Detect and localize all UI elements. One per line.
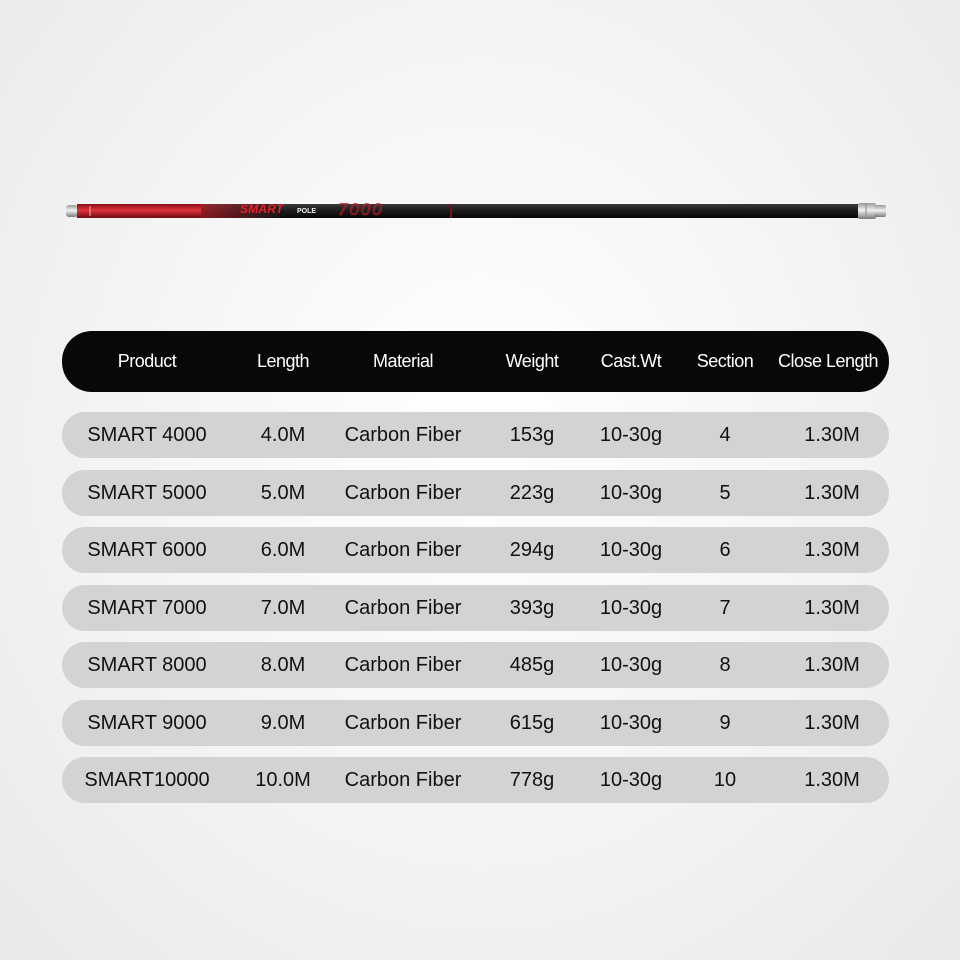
cell-product: SMART 4000 <box>87 423 207 446</box>
table-row <box>62 412 889 458</box>
cell-cast-weight: 10-30g <box>599 653 663 676</box>
cell-close-length: 1.30M <box>804 768 860 791</box>
cell-section: 6 <box>719 538 731 561</box>
cell-material: Carbon Fiber <box>344 653 462 676</box>
cell-product: SMART10000 <box>84 768 210 791</box>
header-weight: Weight <box>505 351 559 371</box>
cell-close-length: 1.30M <box>804 653 860 676</box>
cell-weight: 485g <box>509 653 555 676</box>
cell-weight: 778g <box>509 768 555 791</box>
cell-cast-weight: 10-30g <box>599 768 663 791</box>
cell-length: 4.0M <box>260 423 306 446</box>
cell-product: SMART 5000 <box>87 481 207 504</box>
cell-weight: 615g <box>509 711 555 734</box>
cell-material: Carbon Fiber <box>344 768 462 791</box>
cell-material: Carbon Fiber <box>344 596 462 619</box>
cell-section: 5 <box>719 481 731 504</box>
cell-length: 9.0M <box>260 711 306 734</box>
fishing-rod-graphic <box>66 201 886 221</box>
table-row <box>62 527 889 573</box>
cell-cast-weight: 10-30g <box>599 538 663 561</box>
cell-material: Carbon Fiber <box>344 538 462 561</box>
cell-weight: 153g <box>509 423 555 446</box>
table-row <box>62 585 889 631</box>
table-row <box>62 470 889 516</box>
fishing-rod-image <box>66 201 886 221</box>
header-length: Length <box>256 351 310 371</box>
header-product: Product <box>117 351 177 371</box>
cell-material: Carbon Fiber <box>344 481 462 504</box>
table-header <box>62 331 889 392</box>
rod-sub-text: POLE <box>297 208 317 215</box>
header-section: Section <box>696 351 754 371</box>
header-close-length: Close Length <box>777 351 879 371</box>
cell-cast-weight: 10-30g <box>599 481 663 504</box>
cell-section: 10 <box>713 768 737 791</box>
cell-close-length: 1.30M <box>804 711 860 734</box>
cell-close-length: 1.30M <box>804 481 860 504</box>
cell-section: 8 <box>719 653 731 676</box>
cell-close-length: 1.30M <box>804 538 860 561</box>
header-material: Material <box>372 351 434 371</box>
cell-product: SMART 6000 <box>87 538 207 561</box>
cell-close-length: 1.30M <box>804 423 860 446</box>
cell-cast-weight: 10-30g <box>599 711 663 734</box>
cell-section: 7 <box>719 596 731 619</box>
table-row <box>62 642 889 688</box>
cell-product: SMART 7000 <box>87 596 207 619</box>
cell-product: SMART 9000 <box>87 711 207 734</box>
cell-cast-weight: 10-30g <box>599 596 663 619</box>
cell-material: Carbon Fiber <box>344 423 462 446</box>
cell-cast-weight: 10-30g <box>599 423 663 446</box>
cell-close-length: 1.30M <box>804 596 860 619</box>
cell-section: 4 <box>719 423 731 446</box>
cell-length: 8.0M <box>260 653 306 676</box>
cell-weight: 393g <box>509 596 555 619</box>
rod-brand-text: SMART <box>240 202 284 216</box>
cell-length: 10.0M <box>255 768 311 791</box>
cell-length: 6.0M <box>260 538 306 561</box>
cell-weight: 223g <box>509 481 555 504</box>
cell-product: SMART 8000 <box>87 653 207 676</box>
header-cast-weight: Cast.Wt <box>600 351 662 371</box>
cell-length: 5.0M <box>260 481 306 504</box>
cell-length: 7.0M <box>260 596 306 619</box>
cell-section: 9 <box>719 711 731 734</box>
table-row <box>62 700 889 746</box>
cell-weight: 294g <box>509 538 555 561</box>
rod-model-text: 7000 <box>338 200 384 219</box>
table-row <box>62 757 889 803</box>
cell-material: Carbon Fiber <box>344 711 462 734</box>
